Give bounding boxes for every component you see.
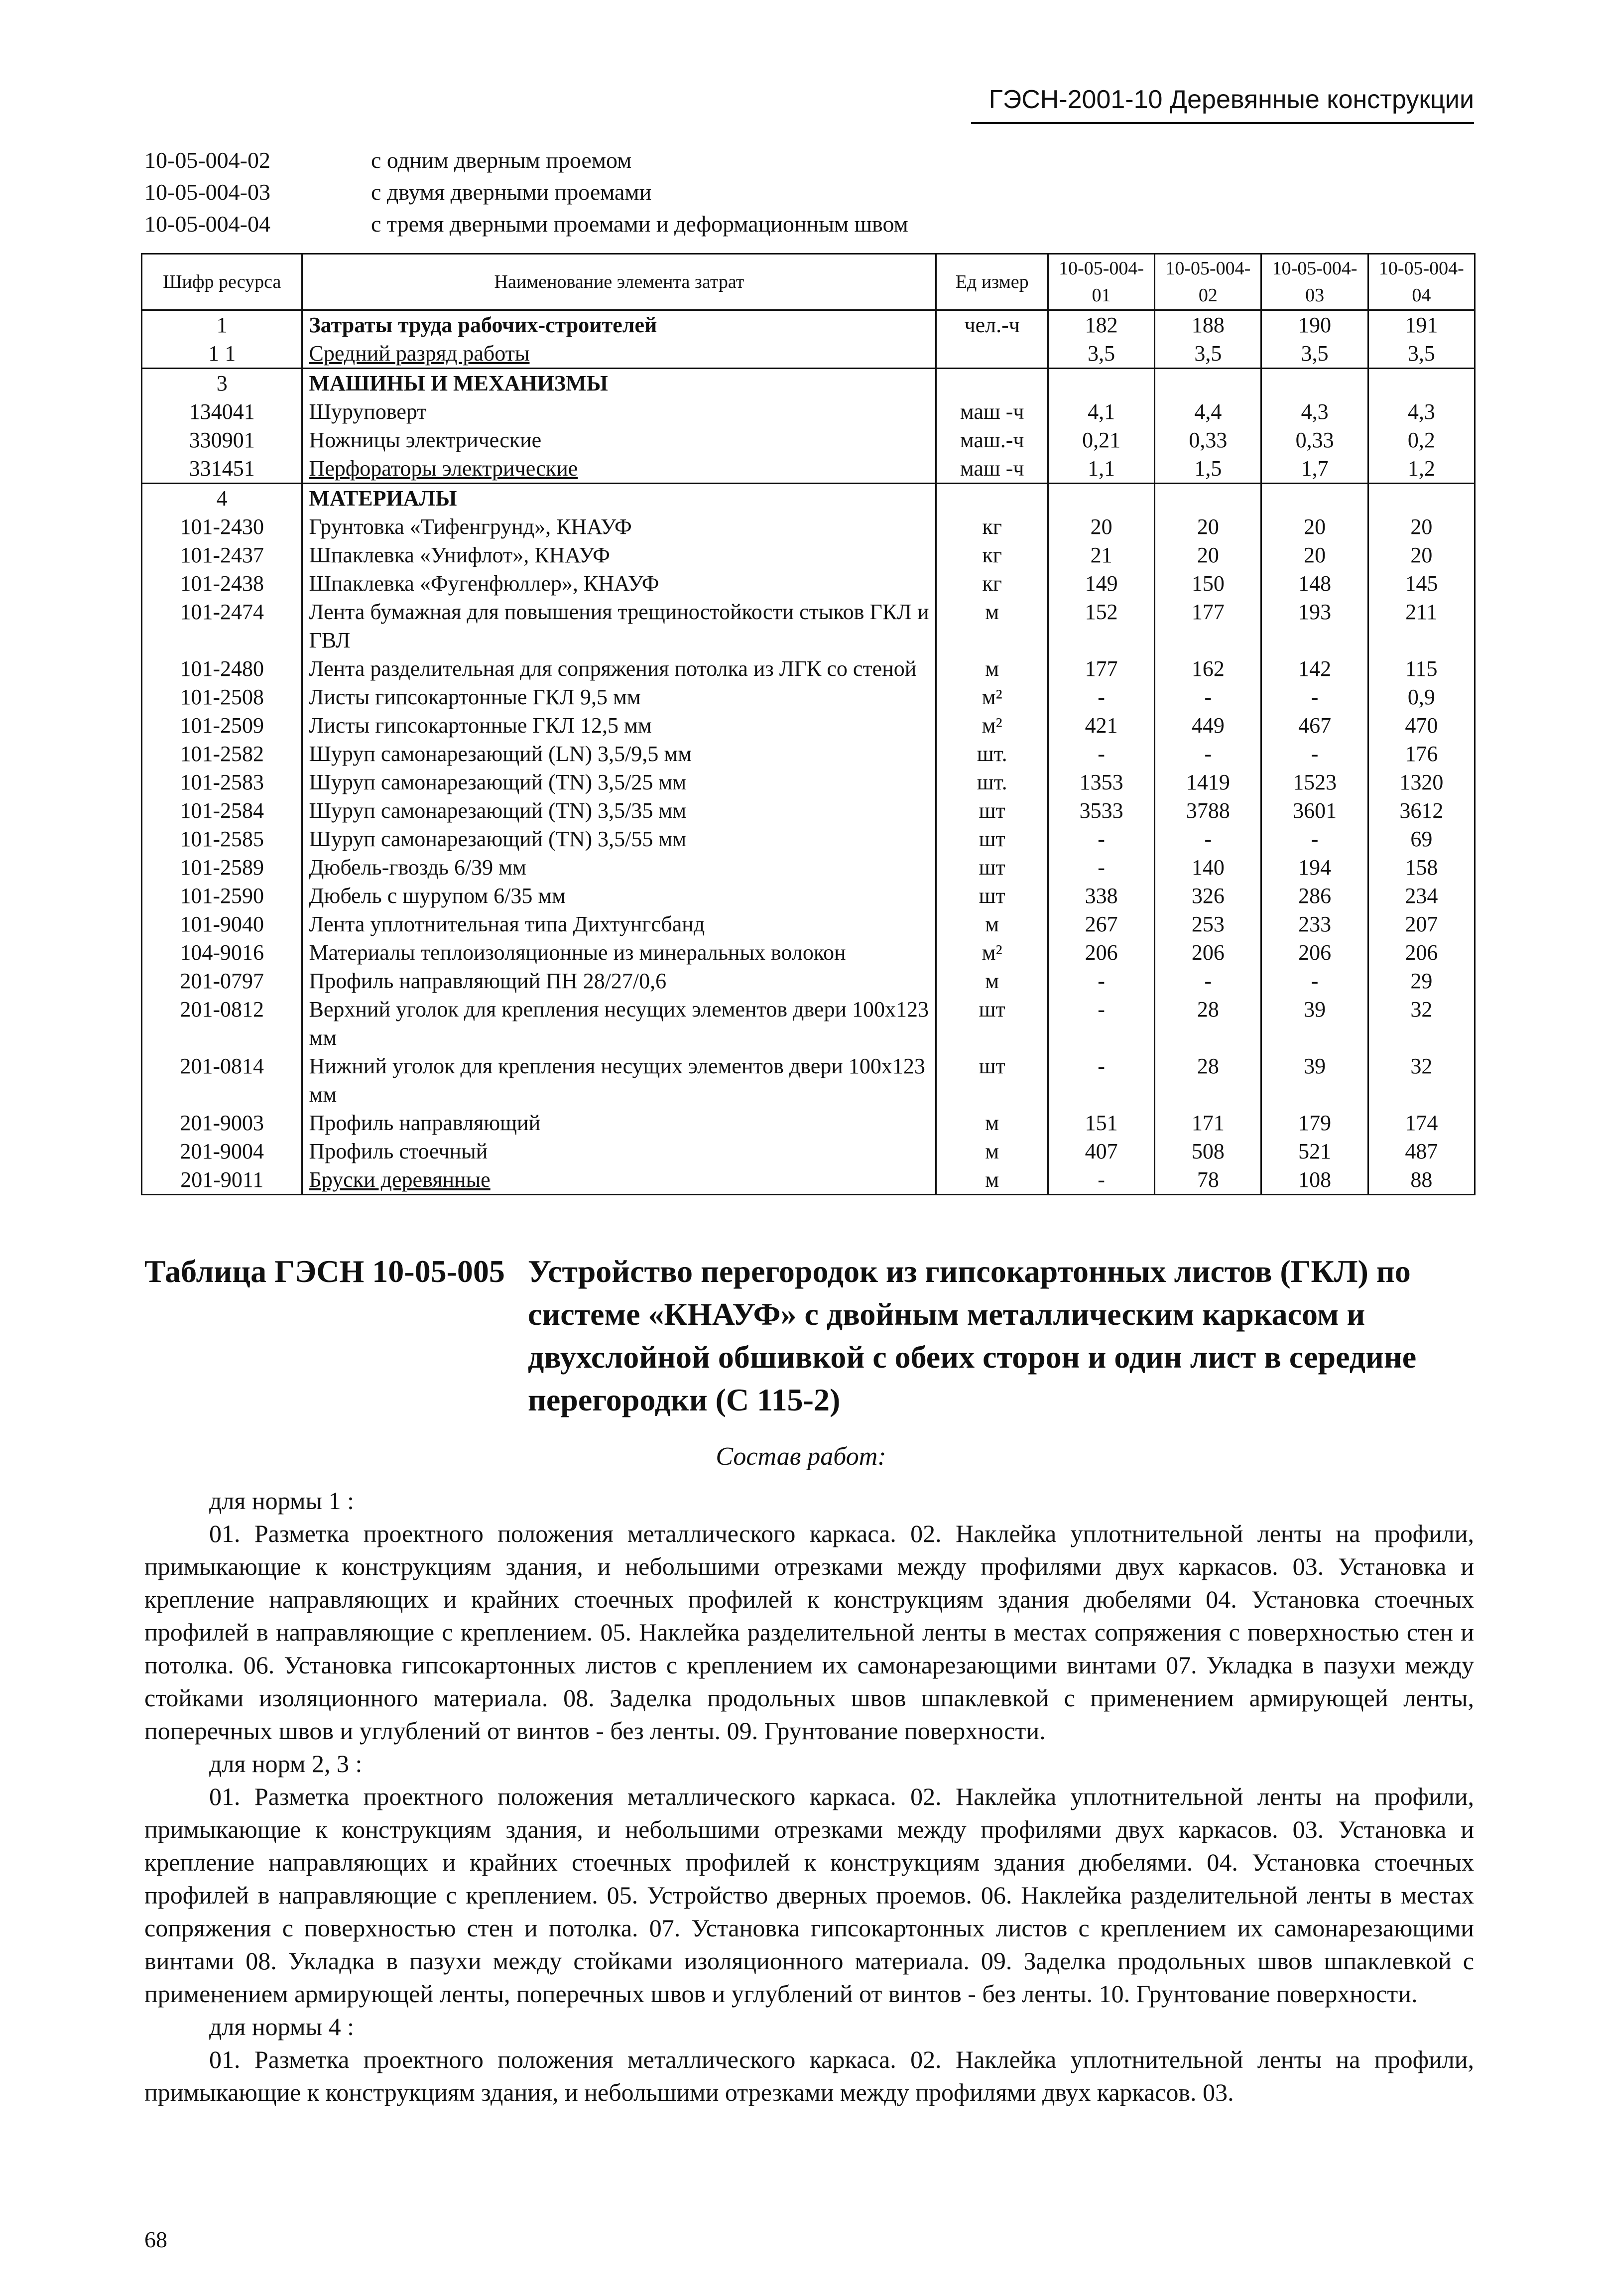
norm-value-cell: - — [1048, 853, 1154, 882]
resource-name-cell — [302, 1165, 936, 1195]
norm-value-cell: 338 — [1048, 882, 1154, 910]
works-heading: Состав работ: — [716, 1442, 886, 1471]
resource-code-cell: 101-2430 — [142, 512, 302, 541]
norm-value-cell: 508 — [1155, 1137, 1261, 1165]
norm-value-cell: 158 — [1368, 853, 1475, 882]
resource-table — [141, 253, 1476, 1195]
norm-value-cell: 20 — [1368, 541, 1475, 569]
header-name: Наименование элемента затрат — [302, 254, 936, 310]
norm-value-cell: 32 — [1368, 995, 1475, 1052]
table-row — [142, 339, 1475, 369]
norm-value-cell: 470 — [1368, 711, 1475, 740]
resource-name-cell — [302, 310, 936, 340]
norm-value-cell: 467 — [1261, 711, 1368, 740]
resource-name-text: МАШИНЫ И МЕХАНИЗМЫ — [309, 371, 608, 395]
table-title-text: Устройство перегородок из гипсокартонных листов (ГКЛ) по системе «КНАУФ» с двойным металлическим каркасом и двухслойной обшивкой с обеих сторон и один лист в середине перегородки (С 115-2) — [528, 1254, 1417, 1417]
norm-value-cell: 0,33 — [1261, 426, 1368, 454]
table-row — [142, 1052, 1475, 1109]
resource-unit-cell: шт — [936, 995, 1048, 1052]
resource-unit-cell — [936, 369, 1048, 398]
resource-name-text: Шпаклевка «Фугенфюллер», КНАУФ — [309, 571, 659, 596]
resource-unit-cell: шт — [936, 1052, 1048, 1109]
norm-value-cell: - — [1048, 995, 1154, 1052]
resource-name-cell — [302, 426, 936, 454]
norm-value-cell: 78 — [1155, 1165, 1261, 1195]
resource-code-cell: 101-2438 — [142, 569, 302, 598]
variant-item — [144, 144, 908, 176]
norm-value-cell: 20 — [1155, 512, 1261, 541]
norm-value-cell: 253 — [1155, 910, 1261, 938]
resource-name-text: Дюбель-гвоздь 6/39 мм — [309, 855, 526, 880]
norm-value-cell: 39 — [1261, 1052, 1368, 1109]
table-row — [142, 569, 1475, 598]
resource-code-cell: 101-2474 — [142, 598, 302, 654]
norm-value-cell: 177 — [1048, 654, 1154, 683]
norm-value-cell: 1,1 — [1048, 454, 1154, 484]
variant-item — [144, 208, 908, 240]
norm-value-cell: 1523 — [1261, 768, 1368, 796]
norm-value-cell: 3612 — [1368, 796, 1475, 825]
table-body — [142, 310, 1475, 1195]
table-header-row — [142, 254, 1475, 310]
resource-name-text: Материалы теплоизоляционные из минеральных волокон — [309, 940, 846, 965]
norm-value-cell: 191 — [1368, 310, 1475, 340]
norm-value-cell — [1155, 369, 1261, 398]
norm-value-cell — [1048, 484, 1154, 513]
norm-value-cell: 326 — [1155, 882, 1261, 910]
resource-code-cell: 1 — [142, 310, 302, 340]
norm-value-cell: 3,5 — [1261, 339, 1368, 369]
resource-name-cell — [302, 454, 936, 484]
resource-unit-cell: кг — [936, 541, 1048, 569]
resource-name-text: Профиль стоечный — [309, 1139, 488, 1163]
norm-value-cell: 206 — [1155, 938, 1261, 967]
resource-code-cell: 101-2508 — [142, 683, 302, 711]
table-row — [142, 967, 1475, 995]
norm-value-cell: 3601 — [1261, 796, 1368, 825]
variant-code: 10-05-004-04 — [144, 211, 270, 237]
norm-value-cell: 32 — [1368, 1052, 1475, 1109]
table-row — [142, 1165, 1475, 1195]
resource-unit-cell: м² — [936, 711, 1048, 740]
resource-name-text: Шуруповерт — [309, 399, 427, 424]
resource-code-cell: 201-9003 — [142, 1109, 302, 1137]
header-rule — [971, 122, 1474, 124]
resource-name-cell — [302, 796, 936, 825]
resource-name-text: Профиль направляющий ПН 28/27/0,6 — [309, 969, 667, 993]
table-row — [142, 995, 1475, 1052]
norm-value-cell — [1048, 369, 1154, 398]
header-unit: Ед измер — [936, 254, 1048, 310]
table-row — [142, 740, 1475, 768]
norm-value-cell: 206 — [1048, 938, 1154, 967]
table-row — [142, 541, 1475, 569]
resource-name-cell — [302, 1052, 936, 1109]
table-row — [142, 938, 1475, 967]
norm-value-cell: 21 — [1048, 541, 1154, 569]
resource-name-cell — [302, 1137, 936, 1165]
running-header: ГЭСН-2001-10 Деревянные конструкции — [988, 85, 1474, 114]
resource-name-cell — [302, 484, 936, 513]
norm-value-cell: 152 — [1048, 598, 1154, 654]
resource-name-cell — [302, 768, 936, 796]
norm-value-cell: - — [1155, 825, 1261, 853]
norm-value-cell: 207 — [1368, 910, 1475, 938]
resource-name-text: Верхний уголок для крепления несущих элементов двери 100х123 мм — [309, 997, 929, 1050]
resource-name-cell — [302, 541, 936, 569]
resource-name-cell — [302, 1109, 936, 1137]
norm-value-cell: 4,1 — [1048, 397, 1154, 426]
resource-name-text: Нижний уголок для крепления несущих элементов двери 100х123 мм — [309, 1054, 925, 1107]
resource-name-text: Листы гипсокартонные ГКЛ 12,5 мм — [309, 713, 652, 738]
norm-value-cell: 179 — [1261, 1109, 1368, 1137]
norm-value-cell: 1320 — [1368, 768, 1475, 796]
header-norm-3: 10-05-004-03 — [1261, 254, 1368, 310]
resource-name-cell — [302, 397, 936, 426]
resource-unit-cell: м — [936, 1109, 1048, 1137]
norm-value-cell: 174 — [1368, 1109, 1475, 1137]
norm-value-cell: - — [1048, 967, 1154, 995]
resource-name-text: Грунтовка «Тифенгрунд», КНАУФ — [309, 514, 632, 539]
resource-code-cell: 3 — [142, 369, 302, 398]
table-row — [142, 768, 1475, 796]
resource-name-cell — [302, 369, 936, 398]
norm-value-cell: 267 — [1048, 910, 1154, 938]
resource-code-cell: 134041 — [142, 397, 302, 426]
resource-code-cell: 101-2590 — [142, 882, 302, 910]
norm-value-cell: 188 — [1155, 310, 1261, 340]
resource-code-cell: 104-9016 — [142, 938, 302, 967]
norm-value-cell: 449 — [1155, 711, 1261, 740]
norm-value-cell: 28 — [1155, 1052, 1261, 1109]
norm-value-cell: 20 — [1155, 541, 1261, 569]
norm-value-cell: 3,5 — [1048, 339, 1154, 369]
norm-value-cell: - — [1261, 967, 1368, 995]
resource-name-cell — [302, 339, 936, 369]
resource-unit-cell: шт. — [936, 740, 1048, 768]
resource-name-cell — [302, 882, 936, 910]
norm-value-cell: 115 — [1368, 654, 1475, 683]
resource-code-cell: 101-2589 — [142, 853, 302, 882]
resource-code-cell: 201-0797 — [142, 967, 302, 995]
variant-item — [144, 176, 908, 208]
table-row — [142, 910, 1475, 938]
norm-value-cell: 190 — [1261, 310, 1368, 340]
table-row — [142, 654, 1475, 683]
resource-unit-cell: шт — [936, 796, 1048, 825]
norm-value-cell: 149 — [1048, 569, 1154, 598]
norm-value-cell: 206 — [1368, 938, 1475, 967]
resource-name-cell — [302, 711, 936, 740]
table-row — [142, 310, 1475, 340]
norm-value-cell: 0,21 — [1048, 426, 1154, 454]
resource-name-text: Шуруп самонарезающий (TN) 3,5/25 мм — [309, 770, 687, 794]
table-title-number: Таблица ГЭСН 10-05-005 — [144, 1254, 505, 1289]
norm-value-cell: 142 — [1261, 654, 1368, 683]
norm-value-cell: 20 — [1261, 512, 1368, 541]
norm-value-cell: 171 — [1155, 1109, 1261, 1137]
header-code: Шифр ресурса — [142, 254, 302, 310]
norm-value-cell: 233 — [1261, 910, 1368, 938]
resource-name-text: Затраты труда рабочих-строителей — [309, 313, 657, 337]
header-norm-4: 10-05-004-04 — [1368, 254, 1475, 310]
table-row — [142, 397, 1475, 426]
norm-value-cell: 3,5 — [1368, 339, 1475, 369]
resource-name-text: Ножницы электрические — [309, 428, 542, 452]
norm-value-cell: 3788 — [1155, 796, 1261, 825]
resource-name-cell — [302, 853, 936, 882]
works-group-label: для нормы 4 : — [209, 2013, 355, 2041]
norm-value-cell: 4,3 — [1368, 397, 1475, 426]
table-row — [142, 598, 1475, 654]
resource-unit-cell — [936, 484, 1048, 513]
resource-unit-cell: м — [936, 910, 1048, 938]
table-row — [142, 1109, 1475, 1137]
resource-unit-cell: м — [936, 1137, 1048, 1165]
resource-code-cell: 331451 — [142, 454, 302, 484]
works-section — [144, 1484, 1474, 2109]
table-row — [142, 711, 1475, 740]
resource-name-text: Листы гипсокартонные ГКЛ 9,5 мм — [309, 685, 641, 709]
resource-name-text: Лента разделительная для сопряжения потолка из ЛГК со стеной — [309, 656, 917, 681]
norm-value-cell: - — [1048, 1165, 1154, 1195]
norm-value-cell: 3,5 — [1155, 339, 1261, 369]
norm-value-cell: 421 — [1048, 711, 1154, 740]
resource-code-cell: 201-0814 — [142, 1052, 302, 1109]
norm-value-cell: 162 — [1155, 654, 1261, 683]
norm-value-cell: - — [1048, 1052, 1154, 1109]
norm-value-cell: 88 — [1368, 1165, 1475, 1195]
variant-code: 10-05-004-03 — [144, 179, 270, 205]
resource-unit-cell: шт — [936, 853, 1048, 882]
norm-value-cell: 206 — [1261, 938, 1368, 967]
resource-code-cell: 201-0812 — [142, 995, 302, 1052]
table-row — [142, 369, 1475, 398]
resource-code-cell: 330901 — [142, 426, 302, 454]
table-row — [142, 683, 1475, 711]
norm-value-cell: 39 — [1261, 995, 1368, 1052]
resource-unit-cell: маш -ч — [936, 454, 1048, 484]
norm-value-cell: 211 — [1368, 598, 1475, 654]
resource-name-text: Шуруп самонарезающий (TN) 3,5/55 мм — [309, 827, 687, 851]
norm-value-cell: 487 — [1368, 1137, 1475, 1165]
norm-value-cell: 0,9 — [1368, 683, 1475, 711]
resource-unit-cell: кг — [936, 512, 1048, 541]
norm-value-cell: 521 — [1261, 1137, 1368, 1165]
norm-value-cell: 1,7 — [1261, 454, 1368, 484]
resource-name-text: Шуруп самонарезающий (TN) 3,5/35 мм — [309, 798, 687, 823]
resource-name-text: МАТЕРИАЛЫ — [309, 486, 457, 510]
norm-value-cell: - — [1261, 825, 1368, 853]
norm-value-cell: 193 — [1261, 598, 1368, 654]
table-row — [142, 825, 1475, 853]
resource-name-cell — [302, 825, 936, 853]
resource-unit-cell: м² — [936, 683, 1048, 711]
norm-value-cell: 4,4 — [1155, 397, 1261, 426]
norm-value-cell: 28 — [1155, 995, 1261, 1052]
norm-value-cell: 20 — [1368, 512, 1475, 541]
norm-value-cell: - — [1261, 683, 1368, 711]
resource-name-text: Лента бумажная для повышения трещиностойкости стыков ГКЛ и ГВЛ — [309, 600, 929, 652]
norm-value-cell: - — [1048, 683, 1154, 711]
resource-name-cell — [302, 910, 936, 938]
works-group-text: 01. Разметка проектного положения металлического каркаса. 02. Наклейка уплотнительной ленты на профили, примыкающие к конструкциям здания, и небольшими отрезками между профилями двух каркасов. 03. Установка и крепление направляющих и крайних стоечных профилей к конструкциям здания дюбелями. 04. Установка стоечных профилей в направляющие с креплением. 05. Устройство дверных проемов. 06. Наклейка разделительной ленты в местах сопряжения с поверхностью стен и потолка. 07. Установка гипсокартонных листов с креплением их самонарезающими винтами 08. Укладка в пазухи между стойками изоляционного материала. 09. Заделка продольных швов шпаклевкой с применением армирующей ленты, поперечных швов и углублений от винтов - без ленты. 10. Грунтование поверхности. — [144, 1783, 1474, 2008]
norm-value-cell: 3533 — [1048, 796, 1154, 825]
resource-name-text: Профиль направляющий — [309, 1111, 541, 1135]
norm-value-cell: 108 — [1261, 1165, 1368, 1195]
norm-value-cell: 0,33 — [1155, 426, 1261, 454]
norm-value-cell: 194 — [1261, 853, 1368, 882]
works-group-text: 01. Разметка проектного положения металлического каркаса. 02. Наклейка уплотнительной ленты на профили, примыкающие к конструкциям здания, и небольшими отрезками между профилями двух каркасов. 03. Установка и крепление направляющих и крайних стоечных профилей к конструкциям здания дюбелями 04. Установка стоечных профилей в направляющие с креплением. 05. Наклейка разделительной ленты в местах сопряжения с поверхностью стен и потолка. 06. Установка гипсокартонных листов с креплением их самонарезающими винтами 07. Укладка в пазухи между стойками изоляционного материала. 08. Заделка продольных швов шпаклевкой с применением армирующей ленты, поперечных швов и углублений от винтов - без ленты. 09. Грунтование поверхности. — [144, 1520, 1474, 1745]
resource-unit-cell: шт. — [936, 768, 1048, 796]
norm-value-cell: 286 — [1261, 882, 1368, 910]
norm-value-cell — [1368, 369, 1475, 398]
resource-name-text: Шпаклевка «Унифлот», КНАУФ — [309, 543, 610, 567]
norm-value-cell: - — [1261, 740, 1368, 768]
resource-name-text: Лента уплотнительная типа Дихтунгсбанд — [309, 912, 705, 936]
works-group-label: для норм 2, 3 : — [209, 1750, 363, 1778]
norm-value-cell: 1,2 — [1368, 454, 1475, 484]
resource-unit-cell: м — [936, 967, 1048, 995]
norm-value-cell: 151 — [1048, 1109, 1154, 1137]
norm-value-cell: 1419 — [1155, 768, 1261, 796]
resource-unit-cell: маш.-ч — [936, 426, 1048, 454]
norm-value-cell: 20 — [1261, 541, 1368, 569]
variant-code: 10-05-004-02 — [144, 147, 270, 173]
resource-code-cell: 201-9011 — [142, 1165, 302, 1195]
norm-value-cell: 148 — [1261, 569, 1368, 598]
resource-unit-cell: чел.-ч — [936, 310, 1048, 340]
page-number: 68 — [144, 2227, 167, 2252]
resource-name-cell — [302, 938, 936, 967]
resource-name-cell — [302, 569, 936, 598]
norm-value-cell: 1353 — [1048, 768, 1154, 796]
resource-name-text: Шуруп самонарезающий (LN) 3,5/9,5 мм — [309, 742, 692, 766]
resource-code-cell: 101-2480 — [142, 654, 302, 683]
resource-name-text: Дюбель с шурупом 6/35 мм — [309, 884, 566, 908]
resource-unit-cell: кг — [936, 569, 1048, 598]
norm-value-cell: 69 — [1368, 825, 1475, 853]
resource-code-cell: 4 — [142, 484, 302, 513]
table-title — [144, 1250, 1489, 1421]
resource-code-cell: 101-2437 — [142, 541, 302, 569]
header-norm-2: 10-05-004-02 — [1155, 254, 1261, 310]
resource-name-cell — [302, 654, 936, 683]
resource-code-cell: 101-2585 — [142, 825, 302, 853]
norm-value-cell: 140 — [1155, 853, 1261, 882]
norm-value-cell: - — [1155, 683, 1261, 711]
norm-value-cell: 182 — [1048, 310, 1154, 340]
header-norm-1: 10-05-004-01 — [1048, 254, 1154, 310]
norm-value-cell — [1261, 369, 1368, 398]
norm-value-cell — [1261, 484, 1368, 513]
resource-unit-cell: м — [936, 1165, 1048, 1195]
norm-value-cell: 0,2 — [1368, 426, 1475, 454]
resource-code-cell: 201-9004 — [142, 1137, 302, 1165]
resource-code-cell: 101-2509 — [142, 711, 302, 740]
resource-unit-cell — [936, 339, 1048, 369]
resource-name-cell — [302, 598, 936, 654]
table-row — [142, 1137, 1475, 1165]
norm-value-cell: - — [1048, 740, 1154, 768]
norm-value-cell: 150 — [1155, 569, 1261, 598]
variant-text: с тремя дверными проемами и деформационным швом — [371, 211, 908, 237]
table-row — [142, 512, 1475, 541]
norm-value-cell — [1155, 484, 1261, 513]
table-row — [142, 796, 1475, 825]
works-group-label: для нормы 1 : — [209, 1487, 355, 1515]
resource-unit-cell: м — [936, 598, 1048, 654]
resource-code-cell: 101-9040 — [142, 910, 302, 938]
variant-text: с одним дверным проемом — [371, 147, 632, 173]
norm-value-cell: - — [1048, 825, 1154, 853]
resource-unit-cell: маш -ч — [936, 397, 1048, 426]
resource-code-cell: 1 1 — [142, 339, 302, 369]
resource-name-text: Перфораторы электрические — [309, 456, 578, 481]
norm-value-cell: 145 — [1368, 569, 1475, 598]
norm-value-cell: 177 — [1155, 598, 1261, 654]
norm-value-cell — [1368, 484, 1475, 513]
norm-value-cell: 176 — [1368, 740, 1475, 768]
norm-value-cell: 234 — [1368, 882, 1475, 910]
variant-text: с двумя дверными проемами — [371, 179, 652, 205]
table-row — [142, 882, 1475, 910]
resource-name-cell — [302, 512, 936, 541]
table-row — [142, 484, 1475, 513]
resource-name-text: Средний разряд работы — [309, 341, 530, 366]
norm-value-cell: - — [1155, 740, 1261, 768]
resource-unit-cell: м² — [936, 938, 1048, 967]
resource-name-cell — [302, 967, 936, 995]
table-row — [142, 426, 1475, 454]
resource-unit-cell: шт — [936, 882, 1048, 910]
resource-name-text: Бруски деревянные — [309, 1167, 491, 1192]
norm-value-cell: 407 — [1048, 1137, 1154, 1165]
resource-name-cell — [302, 683, 936, 711]
table-row — [142, 454, 1475, 484]
resource-code-cell: 101-2583 — [142, 768, 302, 796]
resource-name-cell — [302, 995, 936, 1052]
norm-value-cell: 1,5 — [1155, 454, 1261, 484]
norm-value-cell: 4,3 — [1261, 397, 1368, 426]
norm-value-cell: 29 — [1368, 967, 1475, 995]
resource-code-cell: 101-2582 — [142, 740, 302, 768]
resource-name-cell — [302, 740, 936, 768]
norm-value-cell: 20 — [1048, 512, 1154, 541]
resource-unit-cell: м — [936, 654, 1048, 683]
norm-value-cell: - — [1155, 967, 1261, 995]
resource-code-cell: 101-2584 — [142, 796, 302, 825]
resource-unit-cell: шт — [936, 825, 1048, 853]
works-group-text: 01. Разметка проектного положения металлического каркаса. 02. Наклейка уплотнительной ленты на профили, примыкающие к конструкциям здания, и небольшими отрезками между профилями двух каркасов. 03. — [144, 2045, 1474, 2106]
variant-list — [144, 144, 908, 240]
table-row — [142, 853, 1475, 882]
